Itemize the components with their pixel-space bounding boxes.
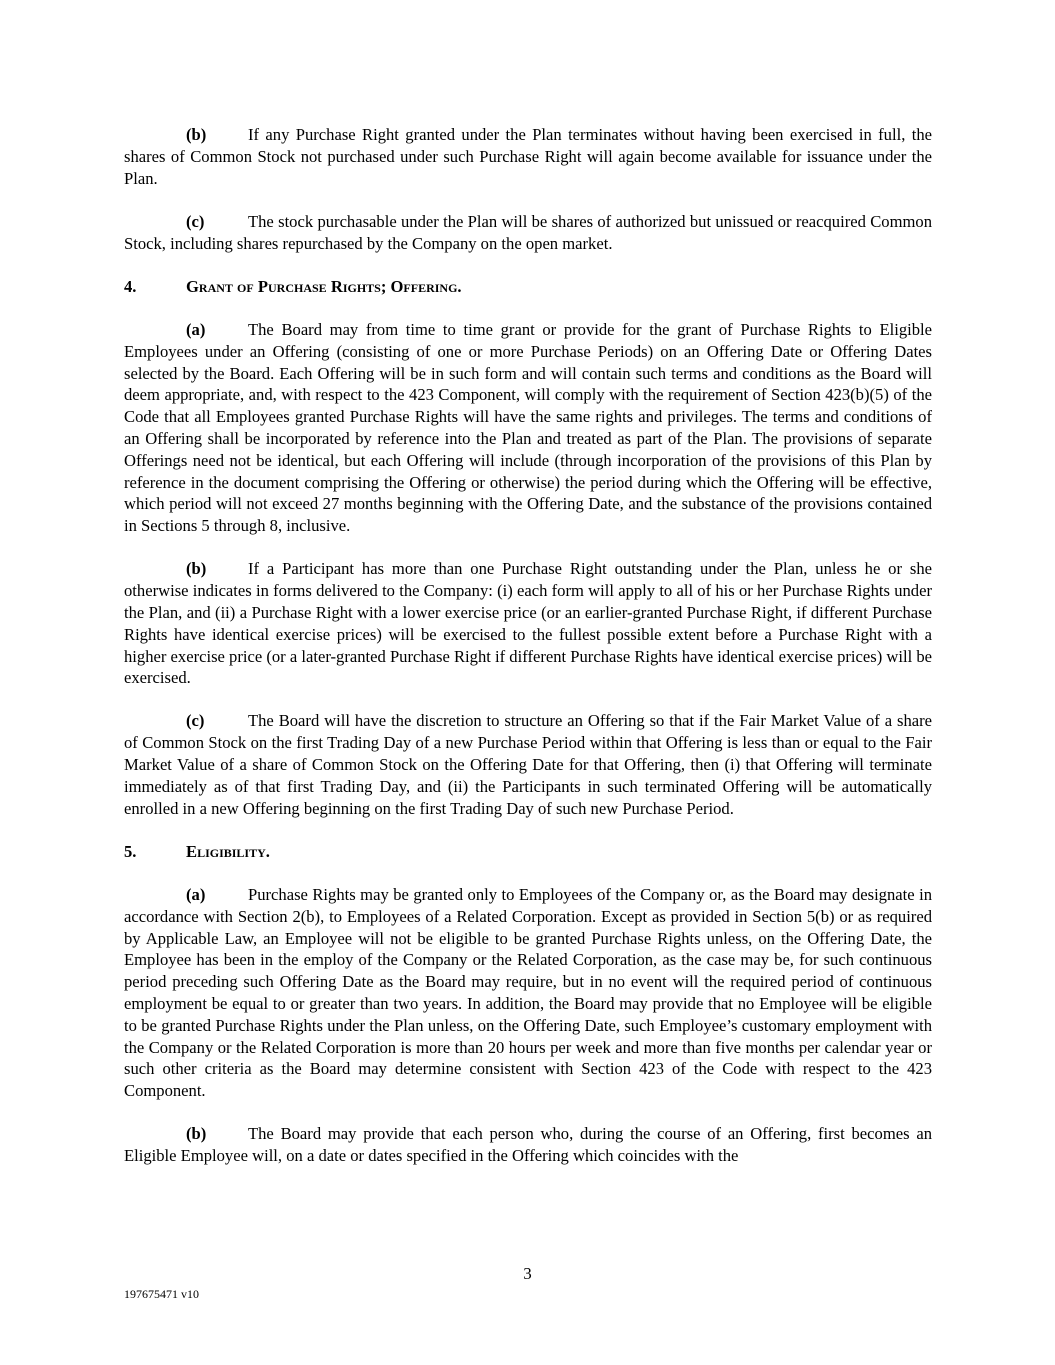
section-4-heading: [124, 276, 932, 298]
section-4a-paragraph: [124, 319, 932, 537]
paragraph-text: If a Participant has more than one Purchase Right outstanding under the Plan, unless he or she otherwise indicates in forms delivered to the Company: (i) each form will apply to all of his or her Purchase Rights under the Plan, and (ii) a Purchase Right with a lower exercise price (or an earlier-granted Purchase Right, if different Purchase Rights have identical exercise prices) will be exercised to the fullest possible extent before a Purchase Right with a higher exercise price (or a later-granted Purchase Right if different Purchase Rights have identical exercise prices) will be exercised.: [124, 559, 932, 688]
paragraph-text: The Board may provide that each person who, during the course of an Offering, first becomes an Eligible Employee will, on a date or dates specified in the Offering which coincides with the: [124, 1124, 932, 1166]
section-3c-paragraph: [124, 211, 932, 255]
paragraph-text: Purchase Rights may be granted only to Employees of the Company or, as the Board may designate in accordance with Section 2(b), to Employees of a Related Corporation. Except as provided in Section 5(b) or as required by Applicable Law, an Employee will not be eligible to be granted Purchase Rights unless, on the Offering Date, the Employee has been in the employ of the Company or the Related Corporation, as the case may be, for such continuous period preceding such Offering Date as the Board may require, but in no event will the required period of continuous employment be equal to or greater than two years. In addition, the Board may provide that no Employee will be eligible to be granted Purchase Rights under the Plan unless, on the Offering Date, such Employee’s customary employment with the Company or the Related Corporation is more than 20 hours per week and more than five months per calendar year or such other criteria as the Board may determine consistent with Section 423 of the Code with respect to the 423 Component.: [124, 885, 932, 1101]
document-id: 197675471 v10: [124, 1287, 199, 1301]
paragraph-label: (c): [186, 211, 205, 231]
paragraph-text: The Board may from time to time grant or provide for the grant of Purchase Rights to Eligible Employees under an Offering (consisting of one or more Purchase Periods) on an Offering Date or Offering Dates selected by the Board. Each Offering will be in such form and will contain such terms and conditions as the Board will deem appropriate, and, with respect to the 423 Component, will comply with the requirement of Section 423(b)(5) of the Code that all Employees granted Purchase Rights will have the same rights and privileges. The terms and conditions of an Offering shall be incorporated by reference into the Plan and treated as part of the Plan. The provisions of separate Offerings need not be identical, but each Offering will include (through incorporation of the provisions of this Plan by reference in the document comprising the Offering or otherwise) the period during which the Offering will be effective, which period will not exceed 27 months beginning with the Offering Date, and the substance of the provisions contained in Sections 5 through 8, inclusive.: [124, 319, 932, 536]
paragraph-label: (b): [186, 559, 207, 579]
section-3b-paragraph: [124, 124, 932, 189]
section-5-heading: [124, 841, 932, 863]
page-number: 3: [523, 1264, 532, 1283]
paragraph-label: (c): [186, 711, 205, 731]
section-number: 4.: [124, 276, 137, 296]
section-title: Grant of Purchase Rights; Offering.: [186, 276, 462, 296]
paragraph-label: (b): [186, 125, 207, 144]
section-4c-paragraph: [124, 710, 932, 819]
paragraph-text: The Board will have the discretion to structure an Offering so that if the Fair Market Value of a share of Common Stock on the first Trading Day of a new Purchase Period within that Offering is less than or equal to the Fair Market Value of a share of Common Stock on the Offering Date for that Offering, then (i) that Offering will terminate immediately as of that first Trading Day, and (ii) the Participants in such terminated Offering will be automatically enrolled in a new Offering beginning on the first Trading Day of such new Purchase Period.: [124, 711, 932, 818]
paragraph-label: (a): [186, 319, 206, 339]
paragraph-text: The stock purchasable under the Plan will be shares of authorized but unissued or reacquired Common Stock, including shares repurchased by the Company on the open market.: [124, 211, 932, 253]
section-number: 5.: [124, 841, 137, 861]
paragraph-label: (b): [186, 1124, 207, 1144]
paragraph-label: (a): [186, 885, 206, 905]
section-title: Eligibility.: [186, 841, 270, 861]
section-5b-paragraph: [124, 1123, 932, 1167]
page-body: [124, 124, 932, 1188]
section-5a-paragraph: [124, 884, 932, 1102]
section-4b-paragraph: [124, 558, 932, 689]
paragraph-text: If any Purchase Right granted under the Plan terminates without having been exercised in full, the shares of Common Stock not purchased under such Purchase Right will again become available for issuance under the Plan.: [124, 125, 932, 188]
